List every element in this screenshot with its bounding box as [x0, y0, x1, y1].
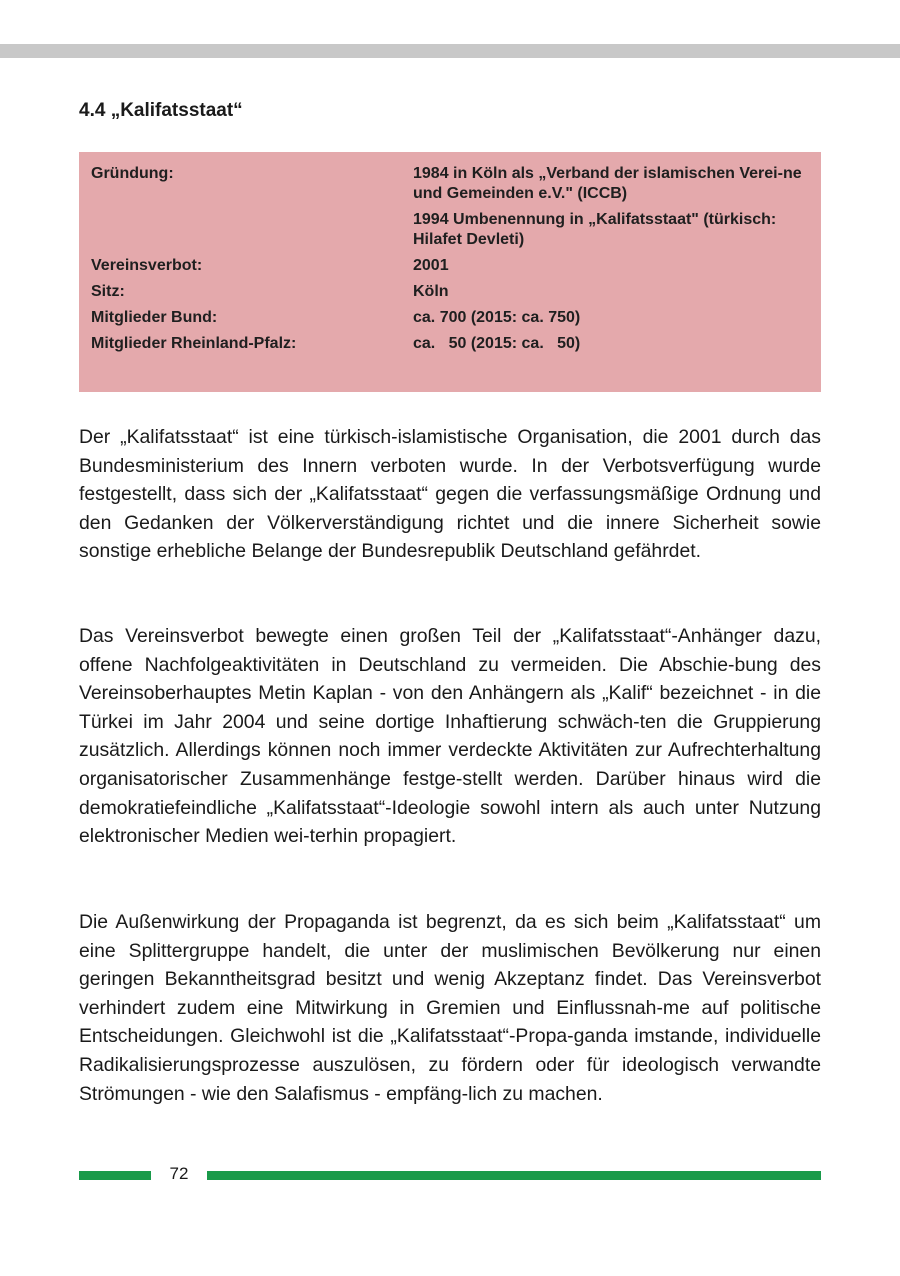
footer-accent-bar-left	[79, 1171, 151, 1180]
fact-label: Mitglieder Bund:	[91, 309, 218, 326]
fact-value: ca. 700 (2015: ca. 750)	[413, 309, 581, 326]
fact-row-members-rlp	[91, 334, 807, 360]
fact-box	[79, 152, 821, 392]
fact-value: ca. 50 (2015: ca. 50)	[413, 335, 581, 352]
fact-row-founding	[91, 164, 807, 256]
body-paragraph: Das Vereinsverbot bewegte einen großen Teil der „Kalifatsstaat“-Anhänger dazu, offene Nachfolgeaktivitäten in Deutschland zu vermeiden. Die Abschie-bung des Vereinsoberhauptes Metin Kaplan - von den Anhängern als „Kalif“ bezeichnet - in die Türkei im Jahr 2004 und seine dortige Inhaftierung schwäch-ten die Gruppierung zusätzlich. Allerdings können noch immer verdeckte Aktivitäten zur Aufrechterhaltung organisatorischer Zusammenhänge festge-stellt werden. Darüber hinaus wird die demokratiefeindliche „Kalifatsstaat“-Ideologie sowohl intern als auch unter Nutzung elektronischer Medien wei-terhin propagiert.	[79, 625, 821, 848]
footer-accent-bar-right	[207, 1171, 821, 1180]
fact-row-members-federal	[91, 308, 807, 334]
fact-label: Vereinsverbot:	[91, 257, 203, 274]
section-heading: 4.4 „Kalifatsstaat“	[79, 100, 243, 121]
fact-value: 2001	[413, 257, 449, 274]
top-divider	[0, 44, 900, 58]
fact-value: 1994 Umbenennung in „Kalifatsstaat" (türkisch: Hilafet Devleti)	[413, 211, 777, 248]
fact-value: Köln	[413, 283, 449, 300]
body-paragraph: Die Außenwirkung der Propaganda ist begrenzt, da es sich beim „Kalifatsstaat“ um eine Splittergruppe handelt, die unter der muslimischen Bevölkerung nur einen geringen Bekanntheitsgrad besitzt und wenig Akzeptanz findet. Das Vereinsverbot verhindert zudem eine Mitwirkung in Gremien und Einflussnah-me auf politische Entscheidungen. Gleichwohl ist die „Kalifatsstaat“-Propa-ganda imstande, individuelle Radikalisierungsprozesse auszulösen, zu fördern oder für ideologisch verwandte Strömungen - wie den Salafismus - empfäng-lich zu machen.	[79, 911, 821, 1105]
fact-values	[413, 164, 807, 256]
body-paragraph: Der „Kalifatsstaat“ ist eine türkisch-islamistische Organisation, die 2001 durch das Bundesministerium des Innern verboten wurde. In der Verbotsverfügung wurde festgestellt, dass sich der „Kalifatsstaat“ gegen die verfassungsmäßige Ordnung und den Gedanken der Völkerverständigung richtet und die innere Sicherheit sowie sonstige erhebliche Belange der Bundesrepublik Deutschland gefährdet.	[79, 426, 821, 563]
fact-label: Sitz:	[91, 283, 125, 300]
fact-row-seat	[91, 282, 807, 308]
fact-label: Mitglieder Rheinland-Pfalz:	[91, 335, 297, 352]
fact-label: Gründung:	[91, 165, 174, 182]
page-number: 72	[169, 1164, 189, 1183]
fact-row-ban	[91, 256, 807, 282]
fact-value: 1984 in Köln als „Verband der islamischen Verei-ne und Gemeinden e.V." (ICCB)	[413, 165, 802, 202]
